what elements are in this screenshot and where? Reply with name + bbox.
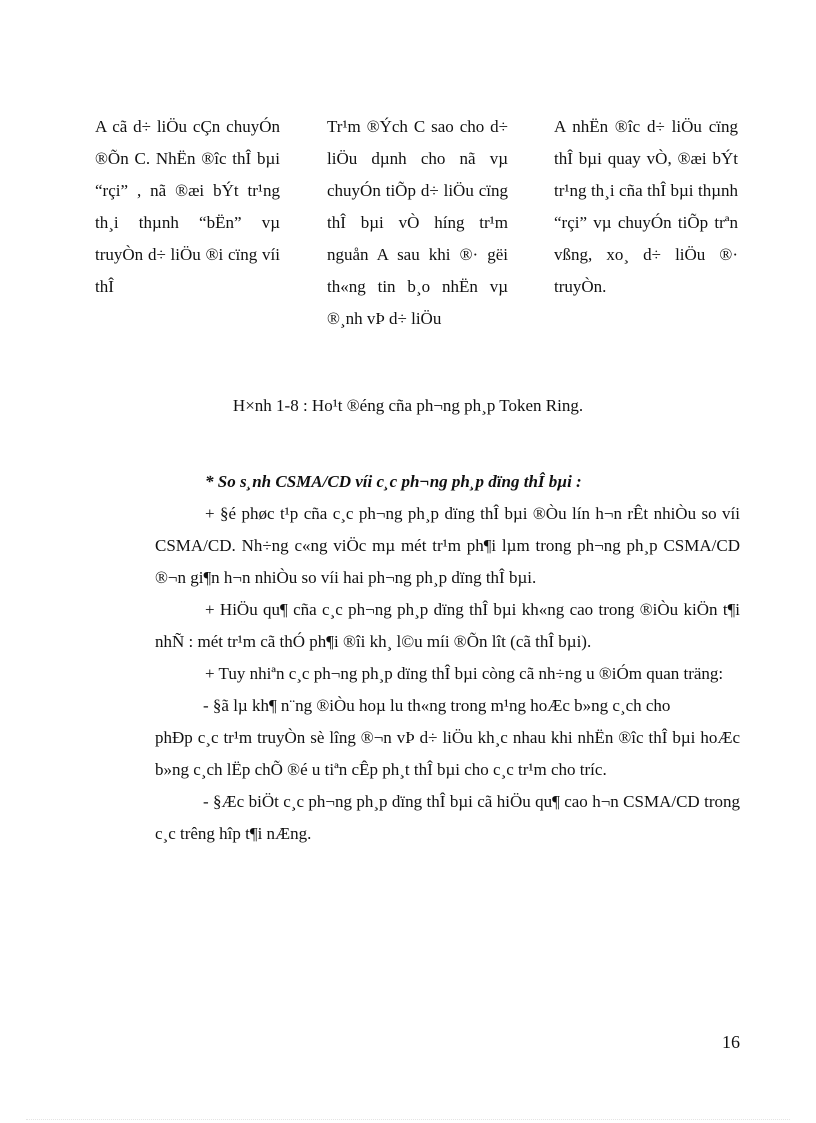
paragraph-traffic-control-cont: phÐp c¸c tr¹m truyÒn sè lîng ®¬n vÞ d÷ liÖu kh¸c nhau khi nhËn ®îc thÎ bµi hoÆc b»ng c¸ch lËp chÕ ®é u tiªn cÊp ph¸t thÎ bµi cho c¸c tr¹m cho tríc. — [155, 728, 740, 779]
step-text-2: Tr¹m ®Ých C sao cho d÷ liÖu dµnh cho nã vµ chuyÓn tiÕp d÷ liÖu cïng thÎ bµi vÒ híng tr¹m nguån A sau khi ®· gëi th«ng tin b¸o nhËn vµ ®¸nh vÞ d÷ liÖu — [327, 117, 508, 328]
figure-caption: H×nh 1-8 : Ho¹t ®éng cña ph¬ng ph¸p Token Ring. — [232, 396, 584, 415]
step-text-1: A cã d÷ liÖu cÇn chuyÓn ®Õn C. NhËn ®îc thÎ bµi “rçi” , nã ®æi bÝt tr¹ng th¸i thµnh “bËn” vµ truyÒn d÷ liÖu ®i cïng víi thÎ — [95, 117, 280, 296]
section-heading: * So s¸nh CSMA/CD víi c¸c ph¬ng ph¸p dïng thÎ bµi : — [205, 472, 582, 491]
paragraph-traffic-control: - §ã lµ kh¶ n¨ng ®iÒu hoµ lu th«ng trong m¹ng hoÆc b»ng c¸ch cho — [203, 696, 671, 715]
paragraph-efficiency: + HiÖu qu¶ cña c¸c ph¬ng ph¸p dïng thÎ bµi kh«ng cao trong ®iÒu kiÖn t¶i nhÑ : mét tr¹m cã thÓ ph¶i ®îi kh¸ l©u míi ®Õn lît (cã thÎ bµi). — [155, 600, 740, 651]
paragraph-heavy-load: - §Æc biÖt c¸c ph¬ng ph¸p dïng thÎ bµi cã hiÖu qu¶ cao h¬n CSMA/CD trong c¸c trêng hîp t¶i nÆng. — [155, 792, 740, 843]
step-column-3 — [554, 111, 738, 303]
paragraph-complexity: + §é phøc t¹p cña c¸c ph¬ng ph¸p dïng thÎ bµi ®Òu lín h¬n rÊt nhiÒu so víi CSMA/CD. Nh÷ng c«ng viÖc mµ mét tr¹m ph¶i lµm trong ph¬ng ph¸p CSMA/CD ®¬n gi¶n h¬n nhiÒu so víi hai ph¬ng ph¸p dïng thÎ bµi. — [155, 504, 740, 587]
step-column-1 — [95, 111, 280, 303]
step-column-2 — [327, 111, 508, 335]
paragraph-advantages: + Tuy nhiªn c¸c ph¬ng ph¸p dïng thÎ bµi còng cã nh÷ng u ®iÓm quan träng: — [205, 664, 724, 683]
step-text-3: A nhËn ®îc d÷ liÖu cïng thÎ bµi quay vÒ, ®æi bÝt tr¹ng th¸i cña thÎ bµi thµnh “rçi” vµ chuyÓn tiÕp trªn vßng, xo¸ d÷ liÖu ®· truyÒn. — [554, 117, 738, 296]
footer-divider — [26, 1119, 790, 1120]
page-number: 16 — [722, 1032, 740, 1052]
comparison-section — [155, 466, 740, 850]
